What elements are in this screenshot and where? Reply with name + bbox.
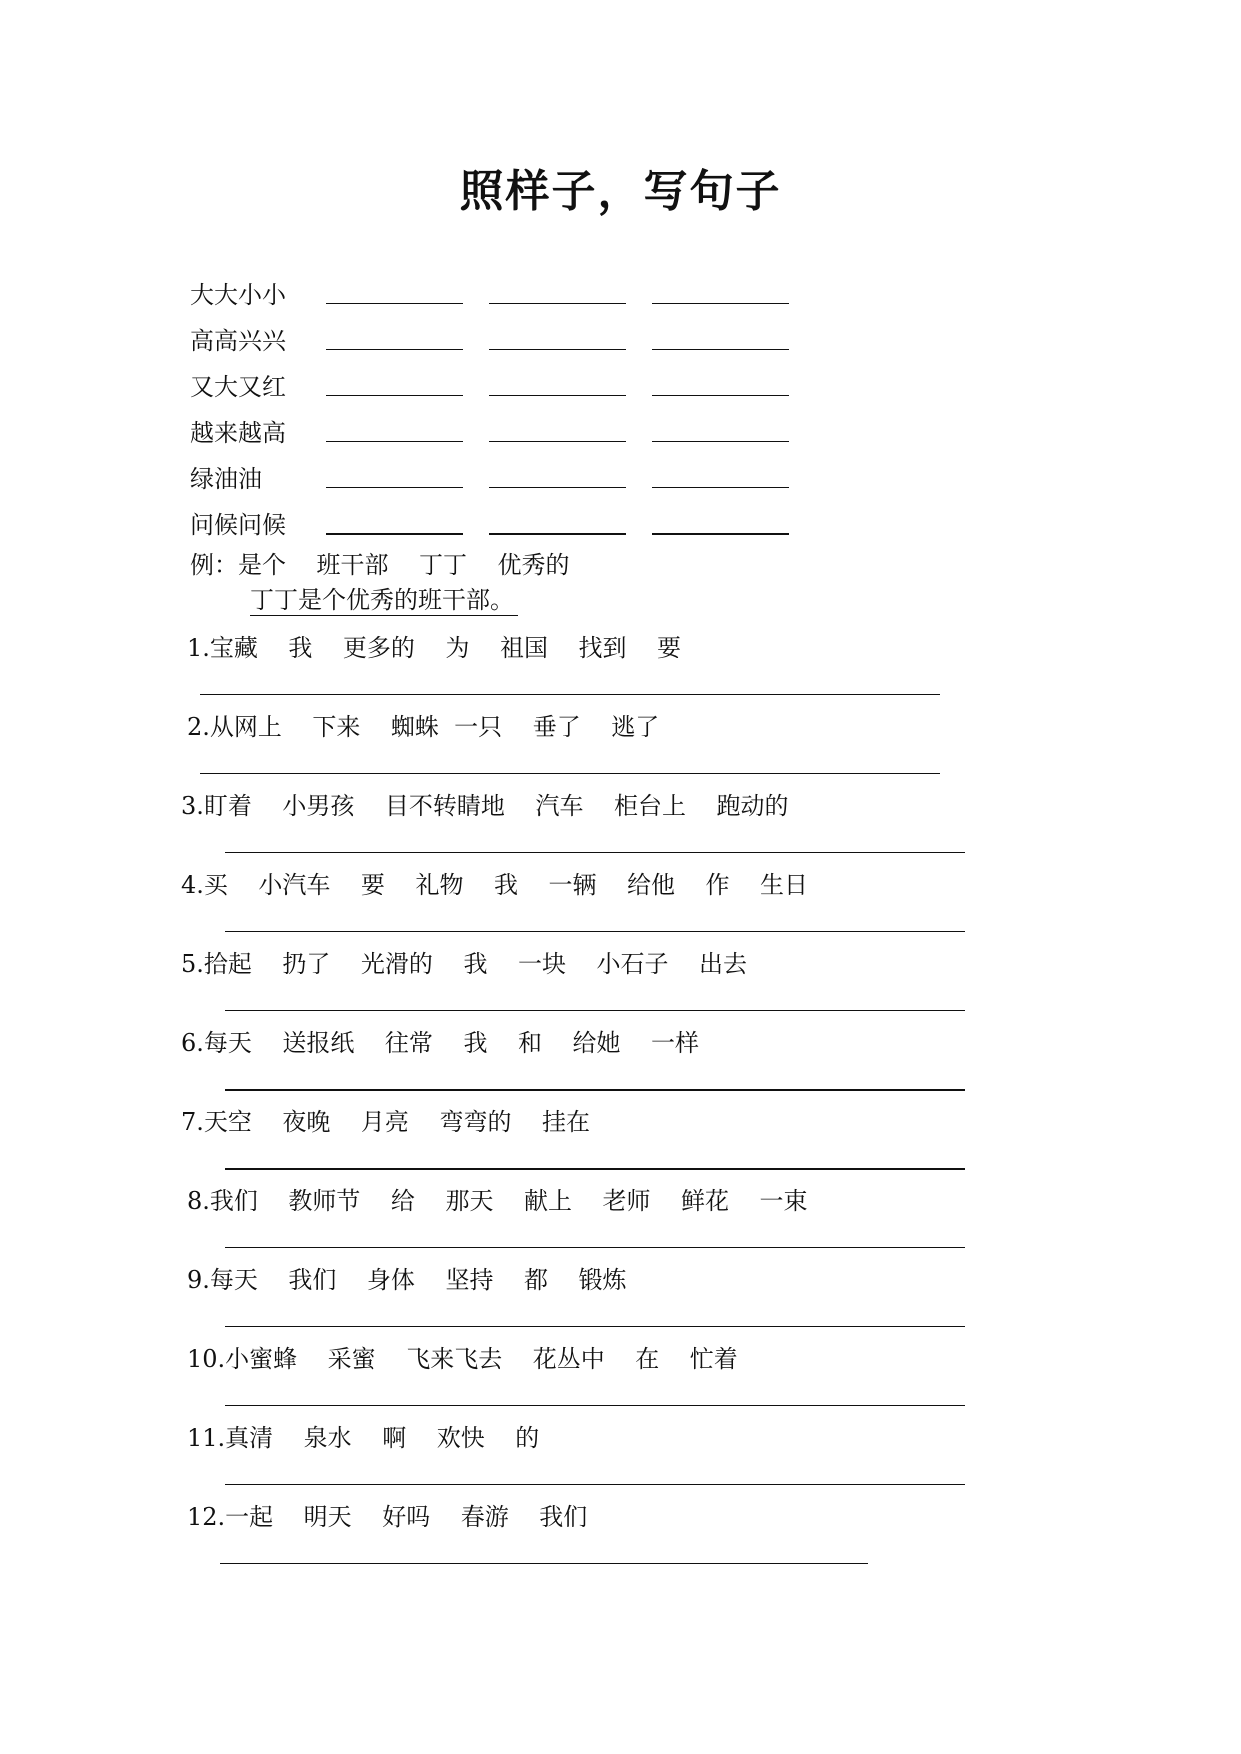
exercise-prompt: 7.天空 夜晚 月亮 弯弯的 挂在 (181, 1108, 590, 1136)
answer-blank-2[interactable] (489, 533, 626, 535)
exercise-answer-line[interactable] (225, 1405, 965, 1406)
answer-blank-3[interactable] (652, 533, 789, 535)
exercise-answer-line[interactable] (225, 1247, 965, 1248)
exercise-answer-line[interactable] (225, 852, 965, 853)
example-answer: 丁丁是个优秀的班干部。 (250, 585, 518, 616)
word-label: 越来越高 (190, 419, 286, 447)
answer-blank-3[interactable] (652, 487, 789, 488)
exercise-prompt: 2.从网上 下来 蜘蛛 一只 垂了 逃了 (187, 713, 660, 741)
answer-blank-1[interactable] (326, 441, 463, 442)
answer-blank-1[interactable] (326, 487, 463, 488)
exercise-prompt: 9.每天 我们 身体 坚持 都 锻炼 (187, 1266, 627, 1294)
word-label: 大大小小 (190, 281, 286, 309)
exercise-prompt: 6.每天 送报纸 往常 我 和 给她 一样 (181, 1029, 699, 1057)
exercise-prompt: 4.买 小汽车 要 礼物 我 一辆 给他 作 生日 (181, 871, 809, 899)
exercise-answer-line[interactable] (225, 1168, 965, 1170)
exercise-answer-line[interactable] (200, 694, 940, 695)
answer-blank-3[interactable] (652, 395, 789, 396)
exercise-answer-line[interactable] (225, 1010, 965, 1011)
answer-blank-1[interactable] (326, 533, 463, 535)
example-prompt: 例：是个 班干部 丁丁 优秀的 (190, 551, 570, 579)
answer-blank-2[interactable] (489, 441, 626, 442)
answer-blank-3[interactable] (652, 349, 789, 350)
word-label: 高高兴兴 (190, 327, 286, 355)
exercise-answer-line[interactable] (225, 931, 965, 932)
answer-blank-3[interactable] (652, 303, 789, 304)
page-title: 照样子，写句子 (459, 166, 782, 217)
answer-blank-2[interactable] (489, 487, 626, 488)
word-label: 绿油油 (190, 465, 262, 493)
exercise-answer-line[interactable] (225, 1089, 965, 1091)
exercise-prompt: 1.宝藏 我 更多的 为 祖国 找到 要 (187, 634, 681, 662)
word-label: 又大又红 (190, 373, 286, 401)
exercise-prompt: 8.我们 教师节 给 那天 献上 老师 鲜花 一束 (187, 1187, 808, 1215)
exercise-prompt: 3.盯着 小男孩 目不转睛地 汽车 柜台上 跑动的 (181, 792, 789, 820)
word-label: 问候问候 (190, 511, 286, 539)
exercise-prompt: 5.拾起 扔了 光滑的 我 一块 小石子 出去 (181, 950, 747, 978)
answer-blank-2[interactable] (489, 303, 626, 304)
answer-blank-2[interactable] (489, 395, 626, 396)
exercise-prompt: 12.一起 明天 好吗 春游 我们 (187, 1503, 588, 1531)
answer-blank-3[interactable] (652, 441, 789, 442)
answer-blank-1[interactable] (326, 303, 463, 304)
answer-blank-2[interactable] (489, 349, 626, 350)
exercise-answer-line[interactable] (225, 1326, 965, 1327)
exercise-answer-line[interactable] (220, 1563, 868, 1564)
exercise-answer-line[interactable] (225, 1484, 965, 1485)
answer-blank-1[interactable] (326, 349, 463, 350)
exercise-prompt: 10.小蜜蜂 采蜜 飞来飞去 花丛中 在 忙着 (187, 1345, 738, 1373)
exercise-answer-line[interactable] (200, 773, 940, 774)
exercise-prompt: 11.真清 泉水 啊 欢快 的 (187, 1424, 540, 1452)
answer-blank-1[interactable] (326, 395, 463, 396)
